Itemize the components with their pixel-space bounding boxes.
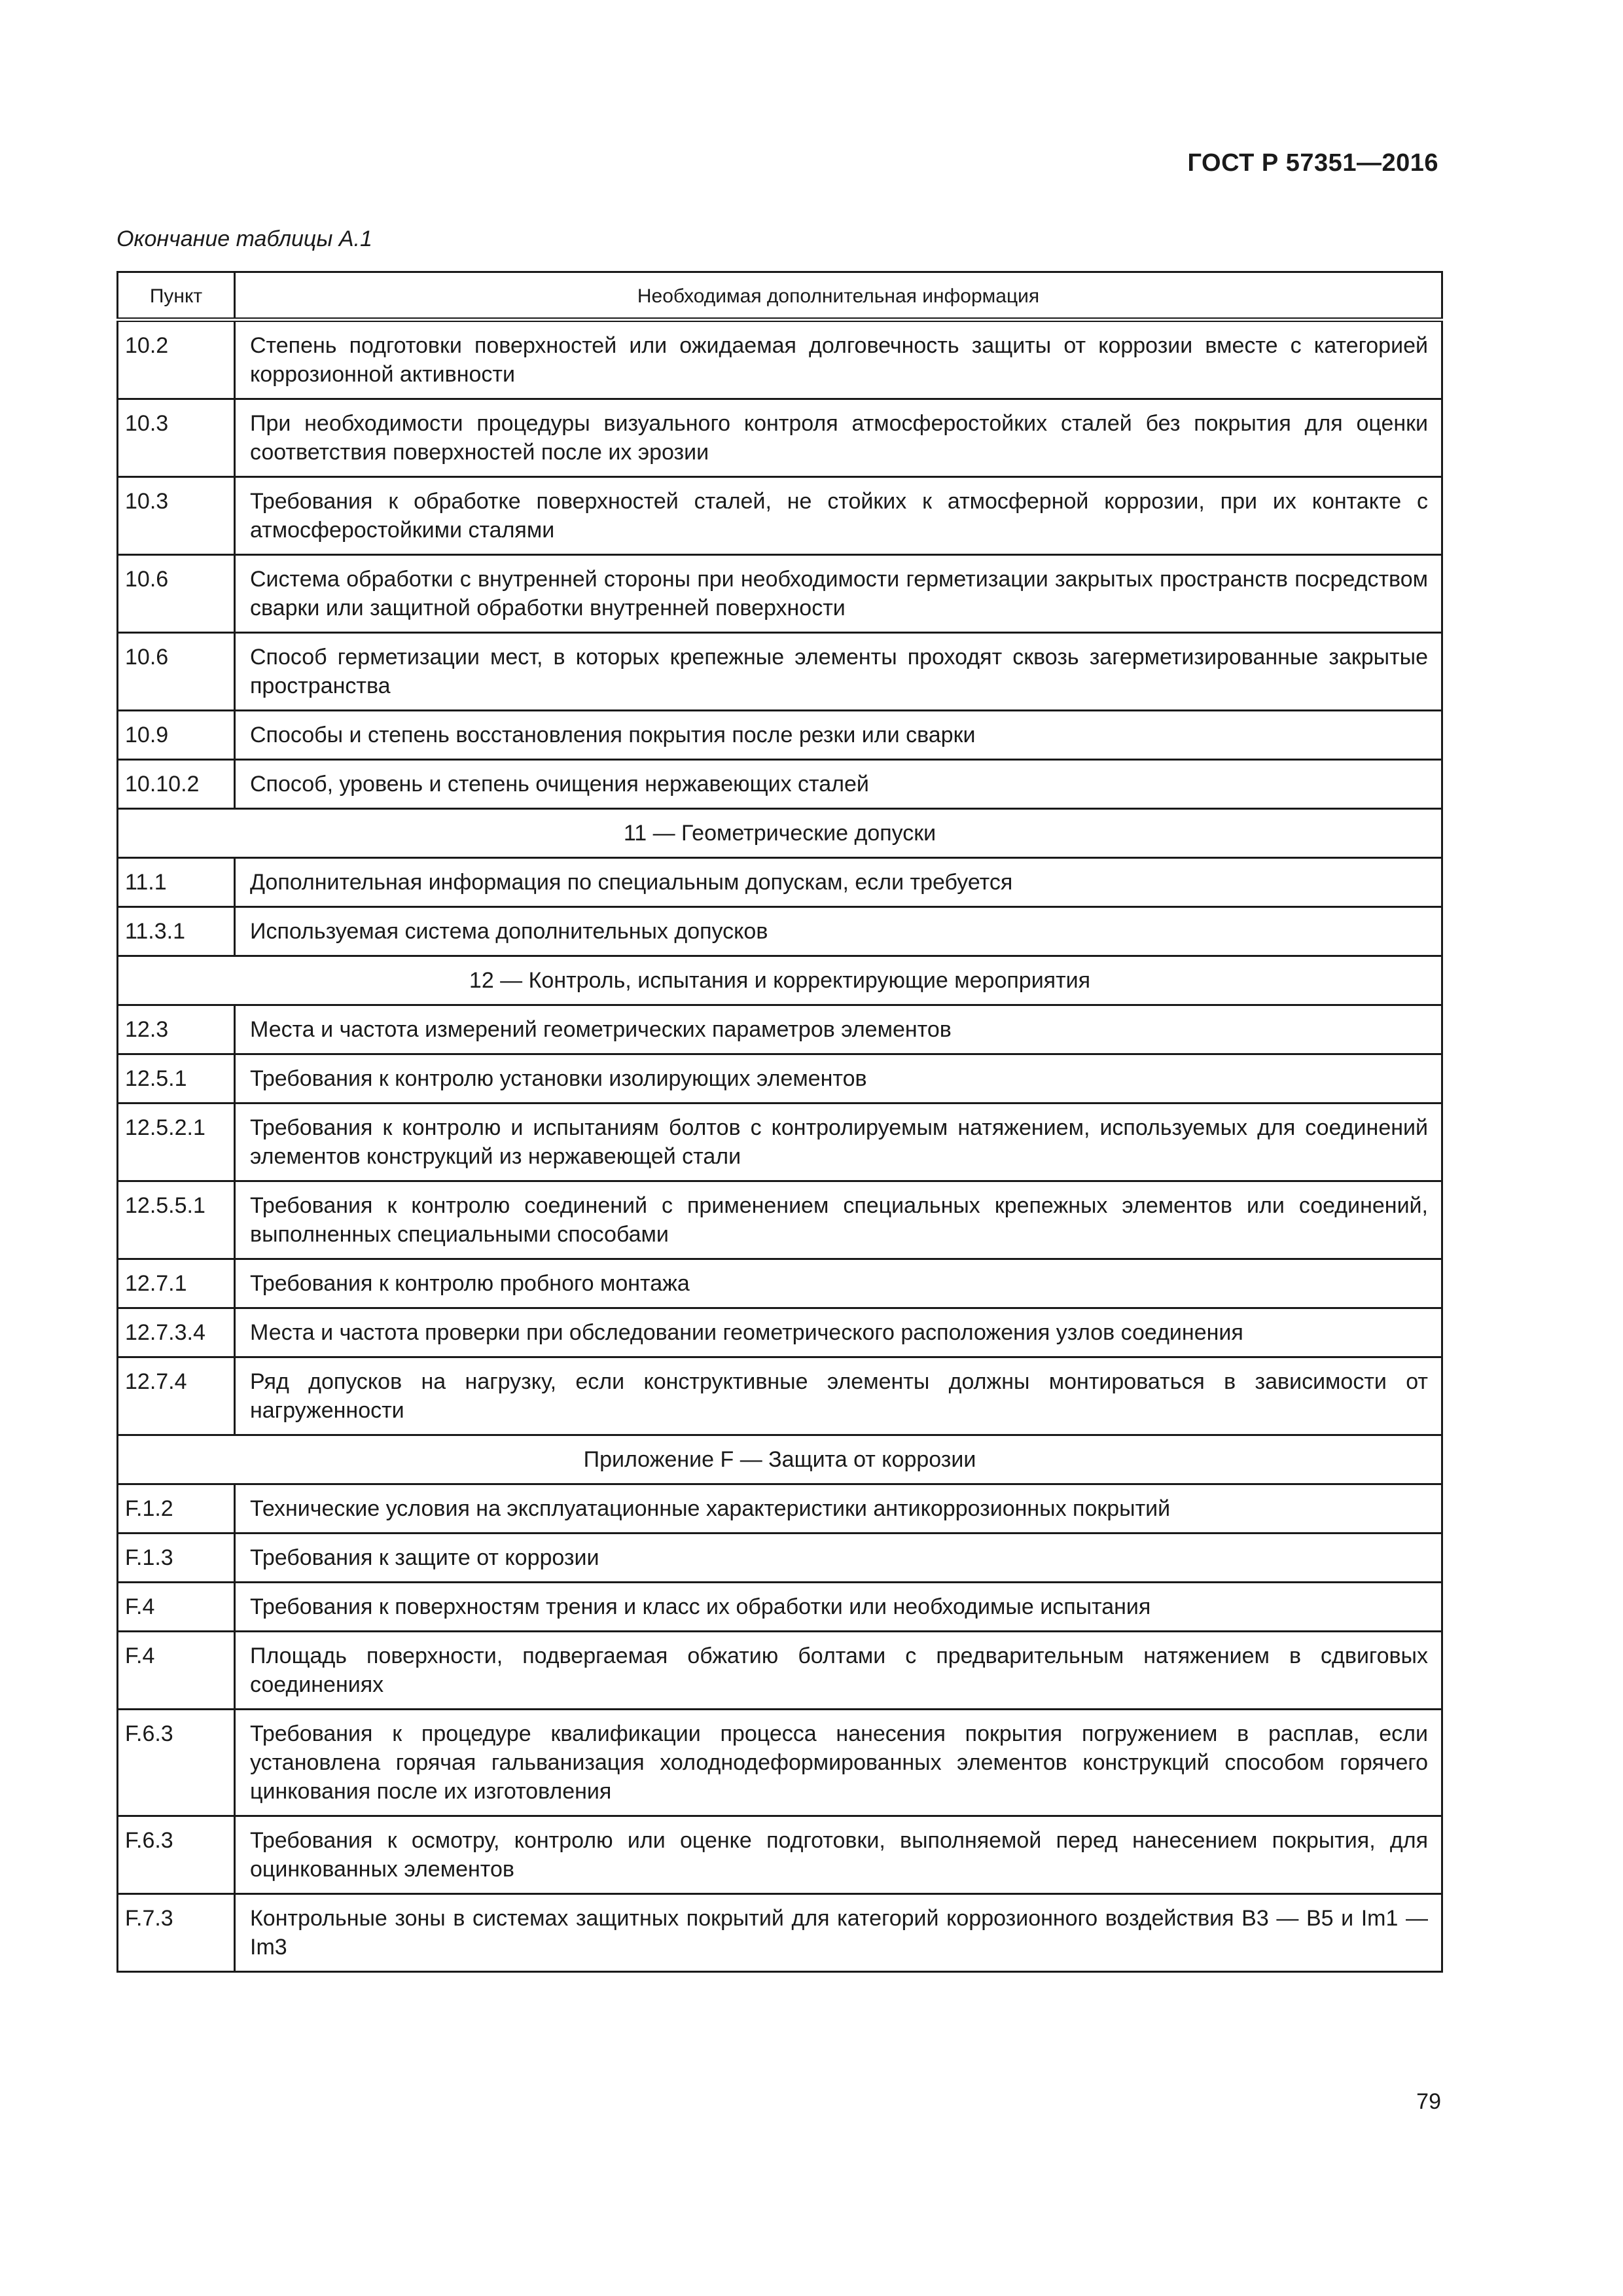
requirement-text: Способ герметизации мест, в которых крепежные элементы проходят сквозь загерметизированные закрытые пространства bbox=[235, 633, 1442, 711]
requirement-text: Технические условия на эксплуатационные характеристики антикоррозионных покрытий bbox=[235, 1484, 1442, 1534]
table-row bbox=[118, 1632, 1442, 1710]
clause-number: 12.5.5.1 bbox=[118, 1181, 235, 1259]
requirement-text: Контрольные зоны в системах защитных покрытий для категорий коррозионного воздействия В3 — В5 и Im1 — Im3 bbox=[235, 1894, 1442, 1972]
clause-number: F.1.3 bbox=[118, 1534, 235, 1583]
section-heading: 12 — Контроль, испытания и корректирующие мероприятия bbox=[118, 956, 1442, 1005]
table-container bbox=[116, 271, 1441, 1973]
clause-number: 10.6 bbox=[118, 555, 235, 633]
table-row bbox=[118, 760, 1442, 809]
section-heading-row bbox=[118, 1435, 1442, 1484]
table-row bbox=[118, 1259, 1442, 1308]
requirement-text: Площадь поверхности, подвергаемая обжатию болтами с предварительным натяжением в сдвиговых соединениях bbox=[235, 1632, 1442, 1710]
requirement-text: Требования к контролю установки изолирующих элементов bbox=[235, 1054, 1442, 1103]
requirement-text: Требования к осмотру, контролю или оценке подготовки, выполняемой перед нанесением покрытия, для оцинкованных элементов bbox=[235, 1816, 1442, 1894]
clause-number: 10.10.2 bbox=[118, 760, 235, 809]
requirement-text: Требования к поверхностям трения и класс их обработки или необходимые испытания bbox=[235, 1583, 1442, 1632]
section-heading-row bbox=[118, 956, 1442, 1005]
requirement-text: Требования к контролю пробного монтажа bbox=[235, 1259, 1442, 1308]
table-body bbox=[118, 320, 1442, 1972]
clause-number: 12.7.4 bbox=[118, 1357, 235, 1435]
table-header-row bbox=[118, 272, 1442, 320]
clause-number: F.1.2 bbox=[118, 1484, 235, 1534]
requirement-text: Способы и степень восстановления покрытия после резки или сварки bbox=[235, 711, 1442, 760]
clause-number: 12.5.1 bbox=[118, 1054, 235, 1103]
table-row bbox=[118, 1710, 1442, 1816]
table-row bbox=[118, 1816, 1442, 1894]
requirement-text: Требования к обработке поверхностей сталей, не стойких к атмосферной коррозии, при их контакте с атмосферостойкими сталями bbox=[235, 477, 1442, 555]
requirement-text: При необходимости процедуры визуального контроля атмосферостойких сталей без покрытия для оценки соответствия поверхностей после их эрозии bbox=[235, 399, 1442, 477]
section-heading: Приложение F — Защита от коррозии bbox=[118, 1435, 1442, 1484]
clause-number: 10.9 bbox=[118, 711, 235, 760]
column-header-clause: Пункт bbox=[118, 272, 235, 320]
table-row bbox=[118, 1357, 1442, 1435]
column-header-info: Необходимая дополнительная информация bbox=[235, 272, 1442, 320]
table-row bbox=[118, 1181, 1442, 1259]
document-code: ГОСТ Р 57351—2016 bbox=[1187, 149, 1438, 177]
clause-number: 12.7.3.4 bbox=[118, 1308, 235, 1357]
table-row bbox=[118, 477, 1442, 555]
clause-number: 10.3 bbox=[118, 477, 235, 555]
requirement-text: Требования к контролю и испытаниям болтов с контролируемым натяжением, используемых для соединений элементов конструкций из нержавеющей стали bbox=[235, 1103, 1442, 1181]
clause-number: F.7.3 bbox=[118, 1894, 235, 1972]
table-row bbox=[118, 1894, 1442, 1972]
requirement-text: Места и частота измерений геометрических параметров элементов bbox=[235, 1005, 1442, 1054]
clause-number: 12.7.1 bbox=[118, 1259, 235, 1308]
table-row bbox=[118, 399, 1442, 477]
clause-number: 12.5.2.1 bbox=[118, 1103, 235, 1181]
table-row bbox=[118, 1484, 1442, 1534]
table-row bbox=[118, 1308, 1442, 1357]
clause-number: 11.1 bbox=[118, 858, 235, 907]
table-row bbox=[118, 711, 1442, 760]
requirement-text: Способ, уровень и степень очищения нержавеющих сталей bbox=[235, 760, 1442, 809]
table-row bbox=[118, 1054, 1442, 1103]
requirement-text: Система обработки с внутренней стороны при необходимости герметизации закрытых пространств посредством сварки или защитной обработки внутренней поверхности bbox=[235, 555, 1442, 633]
table-row bbox=[118, 907, 1442, 956]
table-row bbox=[118, 1103, 1442, 1181]
table-row bbox=[118, 1583, 1442, 1632]
page-number: 79 bbox=[1416, 2089, 1441, 2114]
requirement-text: Дополнительная информация по специальным допускам, если требуется bbox=[235, 858, 1442, 907]
requirement-text: Степень подготовки поверхностей или ожидаемая долговечность защиты от коррозии вместе с категорией коррозионной активности bbox=[235, 320, 1442, 399]
requirement-text: Ряд допусков на нагрузку, если конструктивные элементы должны монтироваться в зависимости от нагруженности bbox=[235, 1357, 1442, 1435]
table-row bbox=[118, 555, 1442, 633]
clause-number: 10.2 bbox=[118, 320, 235, 399]
clause-number: 10.3 bbox=[118, 399, 235, 477]
clause-number: F.4 bbox=[118, 1632, 235, 1710]
clause-number: F.4 bbox=[118, 1583, 235, 1632]
requirement-text: Требования к защите от коррозии bbox=[235, 1534, 1442, 1583]
table-row bbox=[118, 320, 1442, 399]
table-header bbox=[118, 272, 1442, 320]
table-row bbox=[118, 858, 1442, 907]
requirement-text: Места и частота проверки при обследовании геометрического расположения узлов соединения bbox=[235, 1308, 1442, 1357]
requirement-text: Требования к контролю соединений с применением специальных крепежных элементов или соединений, выполненных специальными способами bbox=[235, 1181, 1442, 1259]
requirement-text: Требования к процедуре квалификации процесса нанесения покрытия погружением в расплав, если установлена горячая гальванизация холоднодеформированных элементов конструкций способом горячего цинкования после их изготовления bbox=[235, 1710, 1442, 1816]
requirement-text: Используемая система дополнительных допусков bbox=[235, 907, 1442, 956]
requirements-table bbox=[116, 271, 1443, 1973]
section-heading-row bbox=[118, 809, 1442, 858]
section-heading: 11 — Геометрические допуски bbox=[118, 809, 1442, 858]
clause-number: 12.3 bbox=[118, 1005, 235, 1054]
table-row bbox=[118, 1005, 1442, 1054]
table-row bbox=[118, 633, 1442, 711]
table-caption: Окончание таблицы А.1 bbox=[116, 226, 372, 251]
clause-number: 11.3.1 bbox=[118, 907, 235, 956]
clause-number: F.6.3 bbox=[118, 1710, 235, 1816]
clause-number: F.6.3 bbox=[118, 1816, 235, 1894]
table-row bbox=[118, 1534, 1442, 1583]
clause-number: 10.6 bbox=[118, 633, 235, 711]
